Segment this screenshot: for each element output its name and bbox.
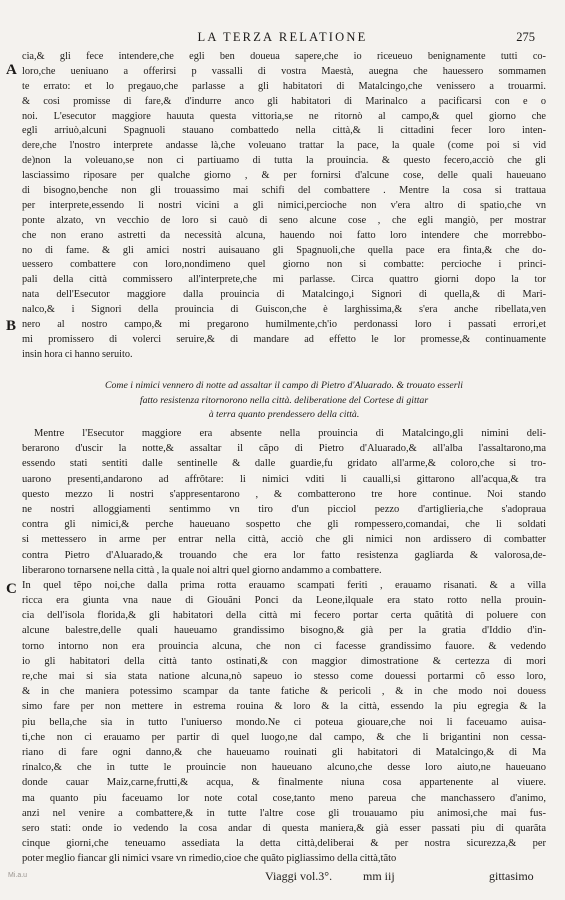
page-header	[0, 30, 565, 50]
block2-line: rinalco,& che in tutte le prouincie non haueuano alcuno,che desse loro aiuto,ne haueuano	[22, 762, 546, 774]
block1-line: per interprete,essendo li nostri vicini a gli nimici,percioche non v'era altro di spatio,che vn	[22, 199, 546, 211]
block1-line: te errato: et lo pregauo,che parlasse a gli habitatori di Matalcingo,che venissero a trouarmi.	[22, 80, 546, 92]
library-stamp: Mi.a.u	[8, 872, 28, 879]
block2-line: io gli habitatori della città tanto ostinati,& con maggior dimostratione & certezza di mori	[22, 655, 546, 667]
block2-line: liberarono tornarsene nella città , la quale noi altri quel giorno andammo a combattere.	[22, 564, 382, 576]
block2-line: uarono presenti,andarono ad affrõtare: li nimici vditi li caualli,si gittarono all'acqua,& tra	[22, 473, 546, 485]
block1-line: lasciassimo riposare per qualche giorno , & per fornirsi d'alcune cose, delle quali haueuano	[22, 170, 546, 182]
block1-line: dere,che l'nostro interprete andasse là,che voleuano trattar la pace, la quale (come poi si vid	[22, 140, 546, 152]
block2-line: ne nostri alloggiamenti sentimmo vn tiro d'un picciol pezzo d'artiglieria,che s'adopraua	[22, 503, 546, 515]
block1-line: uessero combattere con loro,nondimeno quel giorno non si combatte: percioche i princi-	[22, 259, 546, 271]
block2-line: Mentre l'Esecutor maggiore era absente nella prouincia di Matalcingo,gli nimini deli-	[34, 428, 546, 439]
block1-line: che non erano astretti da necessità alcuna, hauendo noi fatto loro intendere che morrebbo-	[22, 229, 546, 241]
block1-line: di bisogno,benche non gli trouassimo mai schifi del combattere . Mentre la cosa si trattaua	[22, 185, 546, 197]
block2-line: In quel tẽpo noi,che dalla prima rotta erauamo scampati feriti , erauamo risanati. & a villa	[22, 579, 546, 591]
block2-line: simo fare per non mettere in estrema rouina & loro & la città, essendo la piu egregia & la	[22, 701, 546, 713]
block2-line: riano di fare ogni danno,& che haueuamo rouinati gli habitatori di Matalcingo,& di Ma	[22, 746, 546, 758]
margin-marker-c: C	[6, 581, 17, 597]
block2-line: anzi nel venire a combattere,& in tutte l'altre cose gli trouauamo piu animosi,che mai fus-	[22, 807, 546, 819]
block2-line: cinque giorni,che teneuamo assediata la detta città,deliberai & per nostra sicurezza,& per	[22, 838, 546, 850]
block2-line: berarono d'uscir la notte,& assaltar il cãpo di Pietro d'Aluarado,& all'alba l'assaltarono,ma	[22, 443, 546, 455]
block2-line: essendo stati sentiti dalle sentinelle & dalle guardie,fu gridato all'arme,& coloro,che si tro-	[22, 458, 546, 470]
caption-line: à terra quanto prendessero della città.	[208, 409, 360, 420]
block1-line: nalco,& i Signori della prouincia di Guiscon,che è larghissima,& s'era anche ribellata,ven	[22, 304, 546, 316]
block1-line: ponte alzato, vn vecchio de loro si cauò di seno alcune cose , che egli mangiò, per mostrar	[22, 214, 546, 226]
margin-marker-b: B	[6, 318, 17, 334]
block2-line: sero stati: onde io vedendo la cosa andar di questa maniera,& già esser passati piu di quarãta	[22, 822, 546, 834]
block2-line: questo mezzo li nostri s'appresentarono , & combatterono tre hore continue. Noi stando	[22, 488, 546, 500]
block2-line: contra gli nimici,& perche haueuano sospetto che gli rompessero,comandai, che li soldati	[22, 519, 546, 531]
running-title: LA TERZA RELATIONE	[197, 30, 368, 44]
block2-line: poter meglio fiancar gli nimici vsare vn rimedio,cioe che quãto pigliassimo della città,tãto	[22, 853, 397, 865]
caption-line: Come i nimici vennero di notte ad assaltar il campo di Pietro d'Aluarado. & trouato esserli	[104, 380, 464, 391]
block2-line: ti,che non ci erauamo per partir di quel luogo,ne dal campo, & che li brigantini non cessa-	[22, 731, 546, 743]
footer-catchword: gittasimo	[489, 869, 534, 883]
block2-line: ricca era giunta vna naue di Giouãni Ponci da Leone,ilquale era stato rotto nella prouin-	[22, 595, 546, 607]
block1-line: loro,che ueniuano a offerirsi p vassalli di vostra Maestà, auegna che hauessero sommamen	[22, 65, 546, 77]
page-footer	[0, 869, 565, 889]
block2-line: alcune balestre,delle quali haueuamo grandissimo bisogno,& già per la gratia d'Iddio d'in-	[22, 625, 546, 637]
block2-line: torno intorno non era prouincia alcuna, che non ci facesse grandissimo fauore. & vedendo	[22, 640, 546, 652]
block1-line: egli arriuò,alcuni Spagnuoli stauano combattedo nella città,& li cittadini fecer loro inten-	[22, 125, 546, 137]
block1-line: de)non la voleuano,se non ci partiuamo di tutta la prouincia. & questo fecero,acciò che gli	[22, 155, 546, 167]
page-number: 275	[516, 30, 535, 44]
block2-line: ma quanto piu faceuamo lor note cotal cose,tanto meno pareua che manchassero d'animo,	[22, 792, 546, 804]
paragraph-block-1	[22, 50, 546, 363]
block1-line: cia,& gli fece intendere,che egli ben doueua sapere,che io riceueuo benignamente tutti co-	[22, 51, 546, 62]
block2-line: & in che maniera potessimo scampar da tante fatiche & pericoli , & in che modo noi douess	[22, 686, 546, 698]
block1-line: noi. L'esecutor maggiore hauuta questa vittoria,se ne ritornò al campo,& quel giorno che	[22, 110, 546, 122]
block1-line: mi promissero di volerci seruire,& di mandare ad effetto le lor promesse,& continuamente	[22, 333, 546, 345]
block2-line: si mettessero in arme per entrar nella città, acciò che gli nimici non ardissero di combatter	[22, 534, 546, 546]
block1-line: pali della città commissero all'interprete,che mi parlasse. Circa quattro giorni dopo la tor	[22, 274, 546, 286]
block2-line: contra Pietro d'Aluarado,& trouando che era lor fatto resistenza gagliarda & valorosa,de-	[22, 549, 546, 561]
block2-line: donde cauar Maiz,carne,frutti,& acqua, & finalmente niuna cosa appartenente al viuere.	[22, 777, 546, 789]
block1-line: & cosi promisse di fare,& d'indurre anco gli habitatori di Marinalco a pacificarsi con e o	[22, 95, 546, 107]
block2-line: cia dell'isola florida,& gli habitatori della città mi fecero portar certa quãtità di poluere con	[22, 610, 546, 622]
block1-line: insin hora ci hanno seruito.	[22, 348, 133, 360]
paragraph-block-2	[22, 426, 546, 866]
caption-line: fatto resistenza ritornorono nella città. deliberatione del Cortese di gittar	[139, 394, 429, 406]
block1-line: nata dell'Esecutor maggiore dalla prouincia di Matalcingo,i Signori di quella,& di Mari-	[22, 289, 546, 301]
block2-line: re,che mai si sia stata natione alcuna,nò sapeuo io stesso come douessi portarmi cõ esso loro,	[22, 671, 546, 682]
section-caption	[22, 379, 546, 423]
block1-line: nero al nostro campo,& mi pregarono humilmente,ch'io perdonassi loro i passati errori,et	[22, 319, 546, 331]
footer-volume: Viaggi vol.3°.	[265, 869, 333, 883]
block1-line: no di fame. & gli amici nostri auisauano gli Spagnuoli,che quella pace era finta,& che do-	[22, 244, 546, 256]
block2-line: piu bella,che sia in tutto l'uniuerso mondo.Ne ci poteua giouare,che noi li faceuamo auisa-	[22, 716, 546, 728]
footer-signature: mm iij	[363, 869, 395, 883]
margin-marker-a: A	[6, 62, 17, 78]
